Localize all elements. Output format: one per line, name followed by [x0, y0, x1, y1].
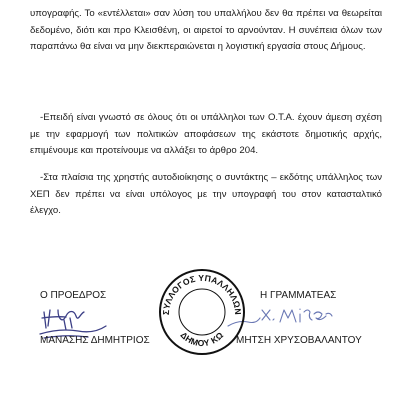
president-title: Ο ΠΡΟΕΔΡΟΣ — [40, 290, 107, 301]
secretary-title: Η ΓΡΑΜΜΑΤΕΑΣ — [260, 290, 337, 301]
svg-text:ΔΗΜΟΥ ΚΩ — [178, 330, 225, 348]
association-stamp — [158, 268, 246, 356]
stamp-top-text: ΣΥΛΛΟΓΟΣ ΥΠΑΛΛΗΛΩΝ — [160, 272, 244, 316]
president-name: ΜΑΝΑΣΗΣ ΔΗΜΗΤΡΙΟΣ — [40, 335, 150, 346]
svg-text:ΣΥΛΛΟΓΟΣ ΥΠΑΛΛΗΛΩΝ — [161, 273, 243, 315]
paragraph-1: υπογραφής. Το «εντέλλεται» σαν λύση του υπαλλήλου δεν θα πρέπει να θεωρείται δεδομένο, διότι και προ Κλεισθένη, οι αιρετοί το αρνούνταν. Η συνέπεια όλων των παραπάνω θα είναι να μην διεκπεραιώνεται η λογιστική εργασία στους Δήμους. — [30, 8, 382, 53]
paragraph-3: -Στα πλαίσια της χρηστής αυτοδιοίκησης ο συντάκτης – εκδότης υπάλληλος των ΧΕΠ δεν πρέπει να είναι υπόλογος με την υπογραφή του στον κατασταλτικό έλεγχο. — [30, 172, 382, 217]
stamp-bottom-text: ΔΗΜΟΥ ΚΩ — [178, 329, 226, 349]
paragraph-2: -Επειδή είναι γνωστό σε όλους ότι οι υπάλληλοι των Ο.Τ.Α. έχουν άμεση σχέση με την εφαρμογή των πολιτικών αποφάσεων της εκάστοτε δημοτικής αρχής, επιμένουμε και προτείνουμε να αλλάξει το άρθρο 204. — [30, 112, 382, 157]
secretary-name: ΜΗΤΣΗ ΧΡΥΣΟΒΑΛΑΝΤΟΥ — [236, 335, 362, 346]
